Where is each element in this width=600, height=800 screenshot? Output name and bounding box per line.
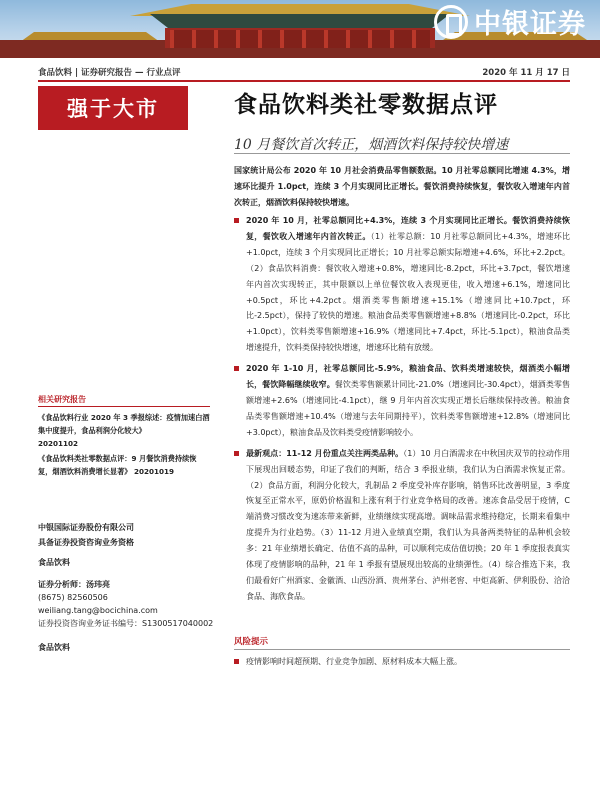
bullet-square-icon [234,659,239,664]
boc-logo-icon [434,5,468,39]
key-points [234,213,570,610]
bullet-square-icon [234,218,239,223]
related-rule [38,406,210,407]
palace-pillars [170,30,430,48]
report-header [38,62,570,80]
related-list [38,409,210,478]
analyst-license: 证券投资咨询业务证书编号：S1300517040002 [38,619,214,628]
related-report-date: 20201102 [38,439,79,448]
key-point [234,446,570,605]
key-point-lead: 最新观点：11-12 月份重点关注两类品种。 [246,448,404,458]
related-report-title: 《食品饮料行业 2020 年 3 季报综述：疫情加速白酒集中度提升，食品利润分化较大》 [38,413,210,435]
intro-paragraph: 国家统计局公布 2020 年 10 月社会消费品零售额数据。10 月社零总额同比增速 4.3%，增速环比提升 1.0pct，连续 3 个月实现同比正增长。餐饮消费持续恢复，餐饮收入增速年内首次转正，烟酒饮料保持较快增速。 [234,166,570,207]
brand-logo [434,2,586,41]
bullet-square-icon [234,451,239,456]
report-subtitle: 10 月餐饮首次转正，烟酒饮料保持较快增速 [234,137,509,153]
report-title: 食品饮料类社零数据点评 [234,91,498,118]
header-banner [0,0,600,58]
key-point-body: （1）10 月白酒需求在中秋国庆双节的拉动作用下展现出回暖态势，印证了我们的判断，结合 3 季报业绩，我们认为白酒需求恢复正常。（2）食品方面，利润分化较大，乳制品 2 季度受补库存影响，销售环比改善明显，3 季度恢复至正常水平，原奶价格温和上涨有利于行业竞争格局的改善。速冻食品受居于疫情，C 端消费习惯改变为速冻带来新鲜，业绩继续实现高增。调味品需求维持稳定，长期来看集中度提升为行业趋势。（3）11-12 月进入业绩真空期，我们认为具备两类特征的品种机会较多：21 年业绩增长确定、估值不高的品种，可以顺利完成估值切换；20 年 1 季度报表真实体现了疫情影响的品种，21 年 1 季报有望展现出较高的业绩弹性。（4）综合推选下来，我们最看好广州酒家、金徽酒、山西汾酒、贵州茅台、泸州老窖、中炬高新、伊利股份、洽洽食品、海欣食品。 [246,448,570,601]
title-rule [234,153,570,154]
risk-text: 疫情影响时间超预期、行业竞争加剧、原材料成本大幅上涨。 [246,657,462,666]
analyst-email[interactable]: weiliang.tang@bocichina.com [38,606,158,615]
header-rule [38,80,570,82]
firm-info [38,520,134,550]
analyst-info [38,578,213,630]
sector-label: 食品饮料 [38,558,70,567]
rating-tag: 强于大市 [38,86,188,130]
key-point [234,213,570,356]
key-point-lead: 2020 年 1-10 月，社零总额同比-5.9%，粮油食品、饮料类增速较快，烟酒类小幅增长，餐饮降幅继续收窄。 [246,364,570,390]
related-report-title: 《食品饮料类社零数据点评：9 月餐饮消费持续恢复，烟酒饮料消费增长显著》 [38,454,197,476]
firm-qualification: 具备证券投资咨询业务资格 [38,538,134,547]
report-date: 2020 年 11 月 17 日 [482,68,570,78]
sector-label-bottom: 食品饮料 [38,643,70,652]
key-point-body: 餐饮类零售额累计同比-21.0%（增速同比-30.4pct），烟酒类零售额增速+2.6%（增速同比-4.1pct），继 9 月年内首次实现正增长后继续保持改善。粮油食品类零售额增速+10.4%（增速与去年同期持平），饮料类零售额增速+12.8%（增速同比+3.0pct），粮油食品及饮料类受疫情影响较小。 [246,380,570,437]
key-point-body: （1）社零总额：10 月社零总额同比+4.3%，增速环比+1.0pct，连续 3 个月实现同比正增长；10 月社零总额实际增速+4.6%，环比+2.2pct。（2）食品饮料消费：餐饮收入增速+0.8%，增速同比-8.2pct，环比+3.7pct，餐饮增速年内首次实现转正，其中限额以上单位餐饮收入表现更佳，收入增速+6.1%，增速同比+0.5pct，环比+4.2pct。烟酒类零售额增速+15.1%（增速同比+10.7pct，环比-2.5pct），保持了较快的增速。粮油食品类零售额增速+8.8%（增速同比-0.2pct，环比+1.0pct），饮料类零售额增速+16.9%（增速同比+7.4pct，环比-5.1pct），粮油食品类增速提升，饮料类保持较快增速，增速环比稍有放缓。 [246,231,571,353]
risk-heading: 风险提示 [234,637,269,647]
risk-rule [234,649,570,650]
analyst-name: 证券分析师：汤玮亮 [38,580,110,589]
related-research [38,393,210,406]
risk-item [234,654,570,669]
brand-name: 中银证券 [474,9,586,40]
related-report-link[interactable] [38,411,210,450]
key-point [234,361,570,441]
key-point-lead: 2020 年 10 月，社零总额同比+4.3%，连续 3 个月实现同比正增长。餐饮消费持续恢复，餐饮收入增速年内首次转正。 [246,216,570,241]
related-report-link[interactable] [38,452,210,478]
palace-eave [150,14,450,28]
firm-name: 中银国际证券股份有限公司 [38,523,134,532]
bullet-square-icon [234,366,239,371]
related-heading: 相关研究报告 [38,395,86,404]
report-category: 食品饮料 | 证券研究报告 — 行业点评 [38,68,181,78]
analyst-phone: (8675) 82560506 [38,593,108,602]
related-report-date: 20201019 [133,467,174,476]
